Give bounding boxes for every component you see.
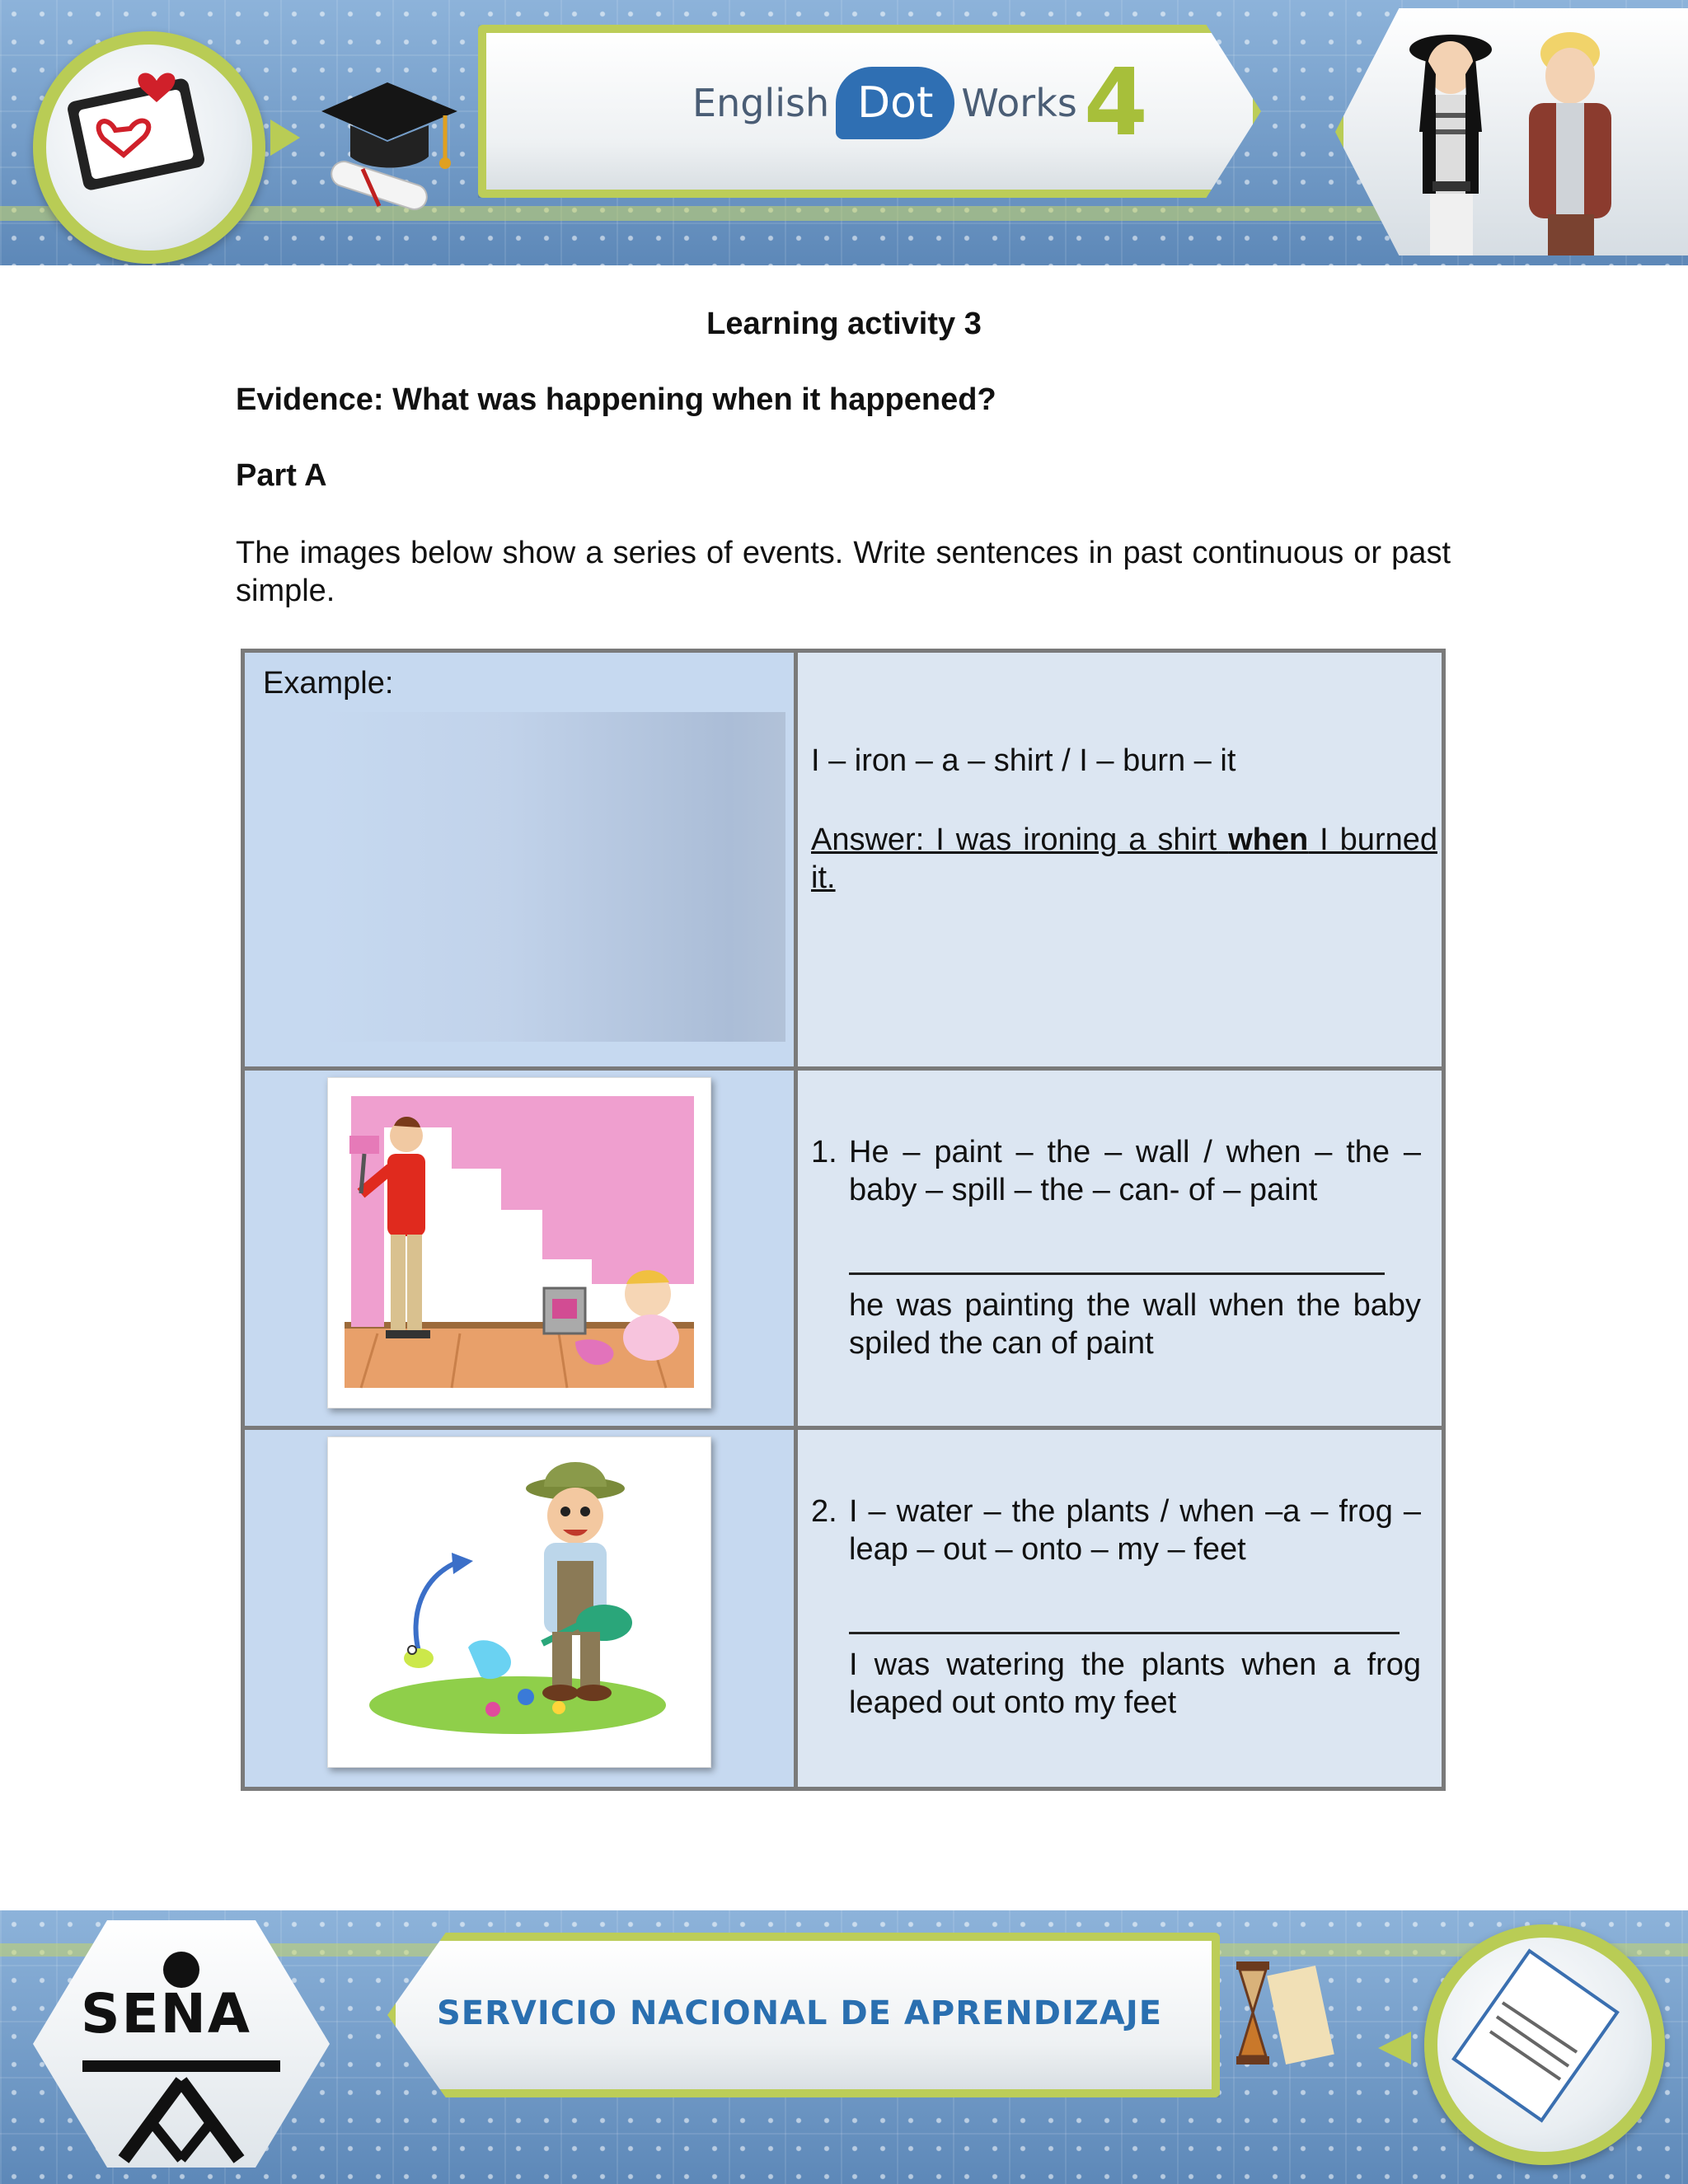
- arrow-icon: [270, 120, 300, 156]
- example-answer: [811, 821, 1437, 897]
- header-medallion: [33, 31, 265, 264]
- document-form-icon: [1424, 1924, 1639, 2139]
- sena-logo-text: SENA: [81, 1982, 251, 2046]
- example-image-placeholder: [319, 712, 785, 1042]
- answer-keyword: when: [1228, 823, 1309, 857]
- arrow-left-icon: [1378, 2032, 1411, 2064]
- english-dot-works-logo: [692, 49, 1148, 157]
- question-prompt: He – paint – the – wall / when – the – baby – spill – the – can- of – paint: [849, 1134, 1421, 1207]
- evidence-heading: Evidence: What was happening when it happened?: [236, 382, 996, 417]
- instructions-text: The images below show a series of events. Write sentences in past continuous or past simple.: [236, 536, 1451, 608]
- header-banner: [0, 0, 1688, 265]
- agenda-heart-icon: [33, 31, 239, 237]
- answer-text-start: Answer: I was ironing a shirt: [811, 823, 1229, 857]
- question-number: 2.: [811, 1494, 837, 1530]
- image-cell-2: [243, 1428, 796, 1789]
- watering-picture: [327, 1436, 711, 1768]
- table-row: [243, 651, 1444, 1069]
- example-text-cell: [796, 651, 1444, 1069]
- characters-panel: [1335, 8, 1688, 255]
- watering-plants-icon: [328, 1437, 710, 1767]
- logo-works: Works: [961, 81, 1077, 125]
- logo-dot: Dot: [836, 67, 954, 139]
- part-heading: Part A: [236, 458, 327, 493]
- students-illustration-icon: [1343, 8, 1688, 255]
- answer-line: [849, 1632, 1400, 1634]
- exercise-table: [241, 649, 1446, 1791]
- example-label: Example:: [263, 666, 394, 701]
- answer-text-2: I was watering the plants when a frog leaped out onto my feet: [849, 1647, 1421, 1721]
- question-cell-2: [796, 1428, 1444, 1789]
- logo-number: 4: [1083, 49, 1148, 157]
- example-prompt: I – iron – a – shirt / I – burn – it: [811, 743, 1236, 778]
- table-row: [243, 1428, 1444, 1789]
- question-prompt: I – water – the plants / when –a – frog – leap – out – onto – my – feet: [849, 1494, 1421, 1568]
- table-row: [243, 1068, 1444, 1428]
- question-number: 1.: [811, 1134, 837, 1169]
- example-image-cell: [243, 651, 796, 1069]
- answer-text-end: I burned it.: [811, 823, 1437, 895]
- image-cell-1: [243, 1068, 796, 1428]
- question-2: [811, 1493, 1421, 1568]
- activity-title: Learning activity 3: [706, 307, 982, 341]
- question-1: [811, 1133, 1421, 1209]
- hourglass-scroll-icon: [1228, 1953, 1335, 2077]
- answer-text-1: he was painting the wall when the baby spiled the can of paint: [849, 1287, 1421, 1361]
- graduation-cap-icon: [305, 66, 470, 214]
- footer-medallion: [1424, 1924, 1665, 2165]
- painting-picture: [327, 1077, 711, 1408]
- logo-english: English: [692, 81, 830, 125]
- question-cell-1: [796, 1068, 1444, 1428]
- answer-line: [849, 1272, 1385, 1275]
- organization-name: SERVICIO NACIONAL DE APRENDIZAJE: [437, 1994, 1163, 2032]
- painting-wall-icon: [328, 1078, 710, 1408]
